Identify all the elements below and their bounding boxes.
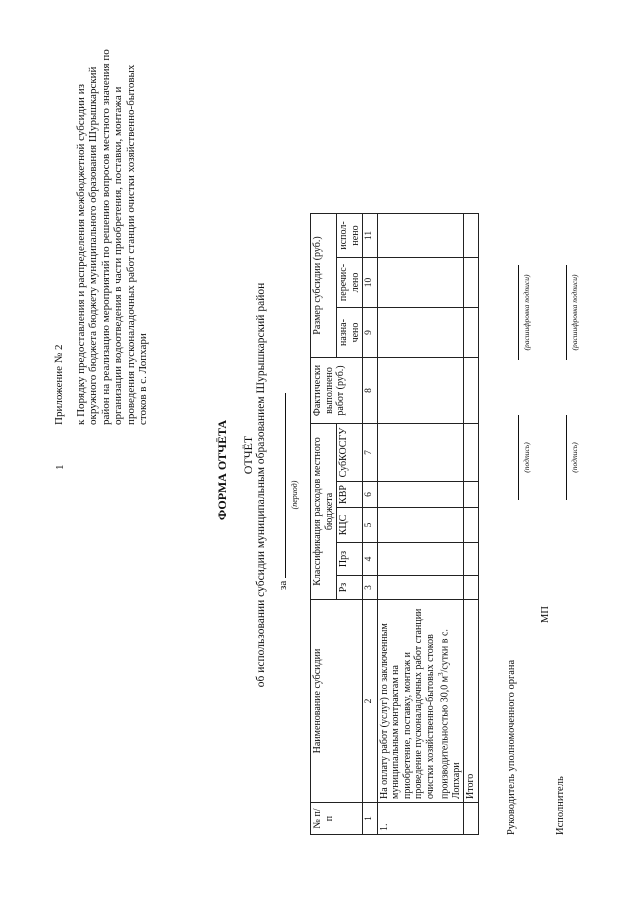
head-name-line — [518, 265, 519, 360]
table-cell — [464, 358, 479, 424]
table-cell — [464, 803, 479, 835]
header-rz: Рз — [337, 576, 363, 600]
row-name-text: На оплату работ (услуг) по заключенным муниципальным контрактам на приобретение, поставку, монтаж и проведение пусконаладочных работ станции очистки хозяйственно-бытовых стоков производительностью 30,0 м — [378, 608, 451, 799]
table-cell — [464, 214, 479, 258]
stamp-mark: МП — [540, 606, 551, 623]
column-number: 8 — [363, 358, 378, 424]
table-cell — [464, 482, 479, 508]
column-number: 2 — [363, 600, 378, 803]
header-prz: Прз — [337, 543, 363, 576]
head-signature-line — [518, 415, 519, 500]
header-kvr: КВР — [337, 482, 363, 508]
table-cell — [464, 508, 479, 543]
period-prefix: за — [277, 580, 289, 590]
header-name: Наименование субсидии — [311, 600, 363, 803]
total-row — [464, 214, 479, 835]
table-cell — [464, 424, 479, 482]
row-name — [377, 600, 464, 803]
table-cell — [377, 482, 464, 508]
column-number-row — [363, 214, 378, 835]
table-cell — [464, 543, 479, 576]
column-number: 1 — [363, 803, 378, 835]
form-heading: ФОРМА ОТЧЁТА — [215, 419, 229, 521]
column-number: 10 — [363, 258, 378, 308]
table-header-row — [311, 214, 337, 835]
report-table — [310, 213, 479, 835]
header-classification: Классификация расходов местного бюджета — [311, 424, 337, 600]
report-subtitle: об использовании субсидии муниципальным образованием Шурышкарский район — [255, 282, 267, 688]
table-cell — [377, 424, 464, 482]
executor-sign-hint: (подпись) — [570, 442, 579, 473]
column-number: 11 — [363, 214, 378, 258]
period-hint: (период) — [290, 480, 299, 510]
column-number: 4 — [363, 543, 378, 576]
page-number: 1 — [54, 464, 66, 470]
head-sign-hint: (подпись) — [522, 442, 531, 473]
annex-text: к Порядку предоставления и распределения межбюджетной субсидии из окружного бюджета бюджету муниципального образования Шурышкарский район на реализацию мероприятий по решению вопросов местного значения по организации водоотведения в части приобретения, поставки, монтажа и проведения пусконаладочных работ станции очистки хозяйственно-бытовых стоков в с. Лопхари — [74, 49, 149, 425]
header-assigned: назна-чено — [337, 308, 363, 358]
head-label: Руководитель уполномоченного органа — [506, 659, 517, 835]
period-line — [275, 330, 289, 590]
column-number: 3 — [363, 576, 378, 600]
row-num: 1. — [377, 803, 464, 835]
annex-block — [53, 45, 150, 425]
header-kcs: КЦС — [337, 508, 363, 543]
table-cell — [377, 508, 464, 543]
column-number: 6 — [363, 482, 378, 508]
executor-name-hint: (расшифровка подписи) — [570, 274, 579, 351]
table-cell — [464, 258, 479, 308]
table-cell — [377, 543, 464, 576]
column-number: 7 — [363, 424, 378, 482]
column-number: 5 — [363, 508, 378, 543]
table-cell — [377, 358, 464, 424]
executor-name-line — [566, 265, 567, 360]
header-subsidy: Размер субсидии (руб.) — [311, 214, 337, 358]
annex-title: Приложение № 2 — [53, 344, 65, 425]
table-cell — [464, 576, 479, 600]
executor-label: Исполнитель — [555, 776, 566, 835]
header-subkosgu: СубКОСГУ — [337, 424, 363, 482]
header-actual: Фактически выполнено работ (руб.) — [311, 358, 363, 424]
table-cell — [377, 214, 464, 258]
period-blank — [275, 393, 286, 578]
head-name-hint: (расшифровка подписи) — [522, 274, 531, 351]
row-name-text-end: /сутки в с. Лопхари — [439, 629, 462, 799]
column-number: 9 — [363, 308, 378, 358]
header-transferred: перечис-лено — [337, 258, 363, 308]
table-cell — [377, 308, 464, 358]
table-cell — [464, 308, 479, 358]
table-row — [377, 214, 464, 835]
table-cell — [377, 258, 464, 308]
header-num: № п/п — [311, 803, 363, 835]
executor-signature-line — [566, 415, 567, 500]
total-label: Итого — [464, 600, 479, 803]
table-cell — [377, 576, 464, 600]
report-title: ОТЧЁТ — [241, 435, 255, 475]
row-name-superscript: 3 — [437, 672, 445, 676]
header-executed: испол-нено — [337, 214, 363, 258]
